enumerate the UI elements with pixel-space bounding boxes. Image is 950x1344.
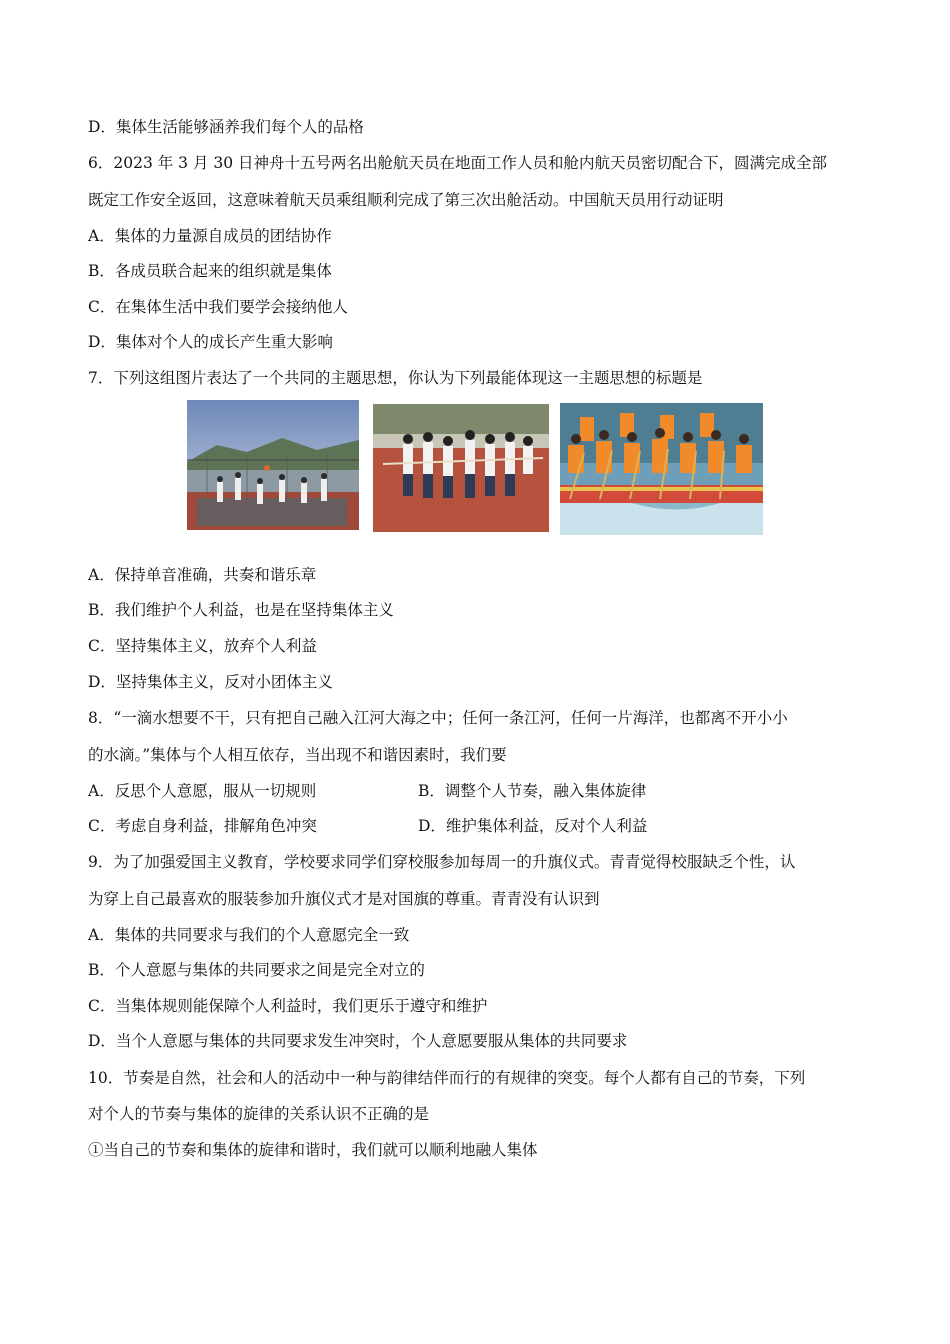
q8-stem-line2: 的水滴。”集体与个人相互依存，当出现不和谐因素时，我们要 — [88, 746, 507, 764]
q10-item-1: ①当自己的节奏和集体的旋律和谐时，我们就可以顺利地融人集体 — [88, 1141, 538, 1159]
q6-stem-line1: 6．2023 年 3 月 30 日神舟十五号两名出舱航天员在地面工作人员和舱内航天员密切配合下，圆满完成全部 — [88, 154, 828, 172]
q7-option-a: A．保持单音准确，共奏和谐乐章 — [88, 566, 317, 584]
q6-option-d: D．集体对个人的成长产生重大影响 — [88, 333, 333, 351]
q9-option-a: A．集体的共同要求与我们的个人意愿完全一致 — [88, 926, 410, 944]
q7-option-b: B．我们维护个人利益，也是在坚持集体主义 — [88, 601, 394, 619]
q9-option-b: B．个人意愿与集体的共同要求之间是完全对立的 — [88, 961, 425, 979]
q9-stem-line2: 为穿上自己最喜欢的服装参加升旗仪式才是对国旗的尊重。青青没有认识到 — [88, 890, 600, 908]
q9-option-d: D．当个人意愿与集体的共同要求发生冲突时，个人意愿要服从集体的共同要求 — [88, 1032, 628, 1050]
dragon-boat-photo — [560, 403, 763, 535]
tug-of-war-photo — [373, 404, 549, 532]
q8-stem-line1: 8．“一滴水想要不干，只有把自己融入江河大海之中；任何一条江河，任何一片海洋，也都离不开小小 — [88, 709, 788, 727]
q6-stem-line2: 既定工作安全返回，这意味着航天员乘组顺利完成了第三次出舱活动。中国航天员用行动证明 — [88, 191, 724, 209]
q8-option-b: B．调整个人节奏，融入集体旋律 — [418, 782, 647, 800]
q10-stem-line2: 对个人的节奏与集体的旋律的关系认识不正确的是 — [88, 1105, 430, 1123]
q8-option-c: C．考虑自身利益，排解角色冲突 — [88, 817, 317, 835]
q6-option-b: B．各成员联合起来的组织就是集体 — [88, 262, 332, 280]
q6-option-c: C．在集体生活中我们要学会接纳他人 — [88, 298, 348, 316]
q6-option-a: A．集体的力量源自成员的团结协作 — [88, 227, 332, 245]
q7-stem: 7．下列这组图片表达了一个共同的主题思想，你认为下列最能体现这一主题思想的标题是 — [88, 369, 703, 387]
q5-option-d: D．集体生活能够涵养我们每个人的品格 — [88, 118, 364, 136]
q8-option-a: A．反思个人意愿，服从一切规则 — [88, 782, 317, 800]
q8-option-d: D．维护集体利益，反对个人利益 — [418, 817, 648, 835]
q9-stem-line1: 9．为了加强爱国主义教育，学校要求同学们穿校服参加每周一的升旗仪式。青青觉得校服缺乏个性，认 — [88, 853, 796, 871]
q7-option-c: C．坚持集体主义，放弃个人利益 — [88, 637, 317, 655]
q9-option-c: C．当集体规则能保障个人利益时，我们更乐于遵守和维护 — [88, 997, 488, 1015]
q10-stem-line1: 10．节奏是自然，社会和人的活动中一种与韵律结伴而行的有规律的突变。每个人都有自己的节奏，下列 — [88, 1069, 806, 1087]
basketball-photo — [187, 400, 359, 530]
q7-option-d: D．坚持集体主义，反对小团体主义 — [88, 673, 333, 691]
